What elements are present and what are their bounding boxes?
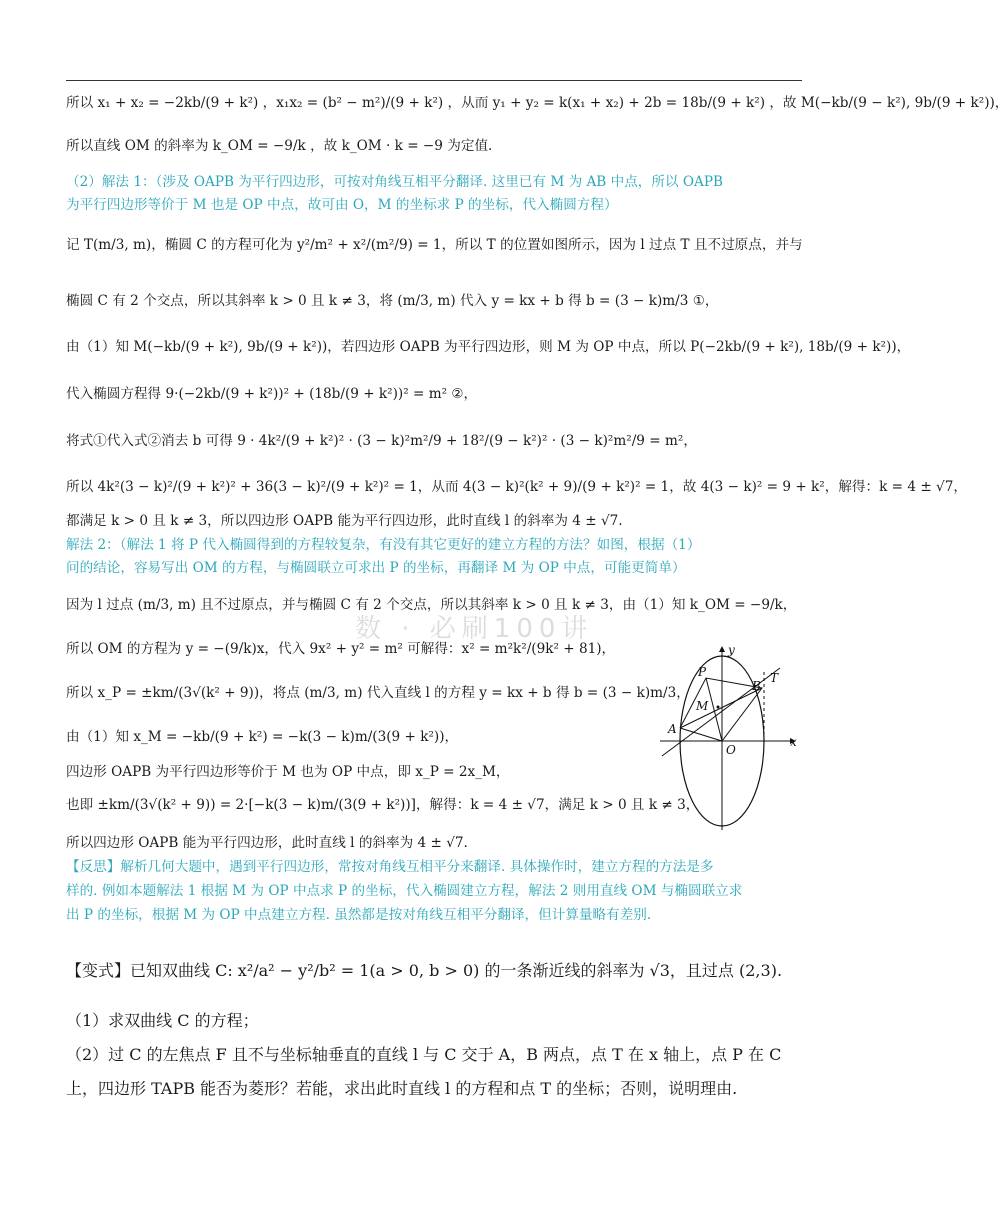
variant-line: （1）求双曲线 C 的方程； — [66, 1011, 259, 1030]
solution-line: 所以 OM 的方程为 y = −(9/k)x，代入 9x² + y² = m² 可解得：x² = m²k²/(9k² + 81)， — [66, 641, 616, 657]
solution-line: 所以 x₁ + x₂ = −2kb/(9 + k²) ，x₁x₂ = (b² − m²)/(9 + k²) ，从而 y₁ + y₂ = k(x₁ + x₂) + 2b = 18b/(9 + k²) ，故 M(−kb/(9 − k²), 9b/(9 + k²))， — [66, 95, 1008, 111]
label-t: T — [770, 671, 779, 685]
watermark: 数 · 必刷100讲 — [355, 614, 594, 644]
variant-line: （2）过 C 的左焦点 F 且不与坐标轴垂直的直线 l 与 C 交于 A，B 两点，点 T 在 x 轴上，点 P 在 C — [66, 1045, 782, 1064]
variant-line: 【变式】已知双曲线 C: x²/a² − y²/b² = 1(a > 0, b > 0) 的一条渐近线的斜率为 √3，且过点 (2,3). — [66, 961, 783, 980]
solution-line: 所以四边形 OAPB 能为平行四边形，此时直线 l 的斜率为 4 ± √7. — [66, 835, 468, 851]
solution-line: 将式①代入式②消去 b 可得 9 · 4k²/(9 + k²)² · (3 − k)²m²/9 + 18²/(9 − k²)² · (3 − k)²m²/9 = m²， — [66, 433, 697, 449]
segment-op — [706, 678, 722, 741]
solution-line: 都满足 k > 0 且 k ≠ 3，所以四边形 OAPB 能为平行四边形，此时直线 l 的斜率为 4 ± √7. — [66, 513, 623, 529]
solution-line: 解法 2：（解法 1 将 P 代入椭圆得到的方程较复杂，有没有其它更好的建立方程的方法？如图，根据（1） — [66, 537, 701, 553]
solution-line: 由（1）知 x_M = −kb/(9 + k²) = −k(3 − k)m/(3(9 + k²))， — [66, 729, 459, 745]
label-y: y — [728, 643, 735, 657]
solution-line: 所以 4k²(3 − k)²/(9 + k²)² + 36(3 − k)²/(9 + k²)² = 1，从而 4(3 − k)²(k² + 9)/(9 + k²)² = 1，故 4(3 − k)² = 9 + k²，解得：k = 4 ± √7， — [66, 479, 967, 495]
variant-line: 上，四边形 TAPB 能否为菱形？若能，求出此时直线 l 的方程和点 T 的坐标；否则，说明理由. — [66, 1079, 738, 1098]
diagonal-ab — [680, 688, 762, 728]
solution-line: 椭圆 C 有 2 个交点，所以其斜率 k > 0 且 k ≠ 3，将 (m/3, m) 代入 y = kx + b 得 b = (3 − k)m/3 ①， — [66, 293, 719, 309]
line-l — [662, 668, 780, 756]
label-x: x — [790, 735, 797, 749]
solution-line: 由（1）知 M(−kb/(9 + k²), 9b/(9 + k²))，若四边形 OAPB 为平行四边形，则 M 为 OP 中点，所以 P(−2kb/(9 + k²), 18b/(9 + k²))， — [66, 339, 911, 355]
label-a: A — [668, 722, 677, 736]
reflection-line: 【反思】解析几何大题中，遇到平行四边形，常按对角线互相平分来翻译. 具体操作时，建立方程的方法是多 — [66, 859, 714, 875]
solution-line: 为平行四边形等价于 M 也是 OP 中点，故可由 O，M 的坐标求 P 的坐标，代入椭圆方程） — [66, 197, 618, 213]
y-axis-arrow — [719, 646, 725, 652]
solution-line: （2）解法 1：（涉及 OAPB 为平行四边形，可按对角线互相平分翻译. 这里已有 M 为 AB 中点，所以 OAPB — [66, 174, 724, 190]
label-p: P — [698, 665, 707, 679]
reflection-line: 出 P 的坐标，根据 M 为 OP 中点建立方程. 虽然都是按对角线互相平分翻译，但计算量略有差别. — [66, 907, 652, 923]
label-b: B — [752, 679, 761, 693]
header-rule — [66, 80, 802, 81]
ellipse-figure — [650, 640, 810, 836]
solution-line: 问的结论，容易写出 OM 的方程，与椭圆联立可求出 P 的坐标，再翻译 M 为 OP 中点，可能更简单） — [66, 560, 686, 576]
label-m: M — [696, 699, 709, 713]
reflection-line: 样的. 例如本题解法 1 根据 M 为 OP 中点求 P 的坐标，代入椭圆建立方程，解法 2 则用直线 OM 与椭圆联立求 — [66, 883, 743, 899]
parallelogram — [680, 678, 762, 741]
solution-line: 也即 ±km/(3√(k² + 9)) = 2·[−k(3 − k)m/(3(9 + k²))]，解得：k = 4 ± √7，满足 k > 0 且 k ≠ 3， — [66, 797, 700, 813]
solution-line: 记 T(m/3, m)，椭圆 C 的方程可化为 y²/m² + x²/(m²/9) = 1，所以 T 的位置如图所示，因为 l 过点 T 且不过原点，并与 — [66, 237, 803, 253]
solution-line: 因为 l 过点 (m/3, m) 且不过原点，并与椭圆 C 有 2 个交点，所以其斜率 k > 0 且 k ≠ 3，由（1）知 k_OM = −9/k， — [66, 597, 797, 613]
label-o: O — [726, 743, 736, 757]
point-m — [717, 706, 720, 709]
solution-line: 四边形 OAPB 为平行四边形等价于 M 也为 OP 中点，即 x_P = 2x_M， — [66, 764, 510, 780]
solution-line: 代入椭圆方程得 9·(−2kb/(9 + k²))² + (18b/(9 + k²))² = m² ②， — [66, 386, 478, 402]
solution-line: 所以 x_P = ±km/(3√(k² + 9))，将点 (m/3, m) 代入直线 l 的方程 y = kx + b 得 b = (3 − k)m/3， — [66, 685, 690, 701]
solution-line: 所以直线 OM 的斜率为 k_OM = −9/k ，故 k_OM · k = −9 为定值. — [66, 138, 493, 154]
